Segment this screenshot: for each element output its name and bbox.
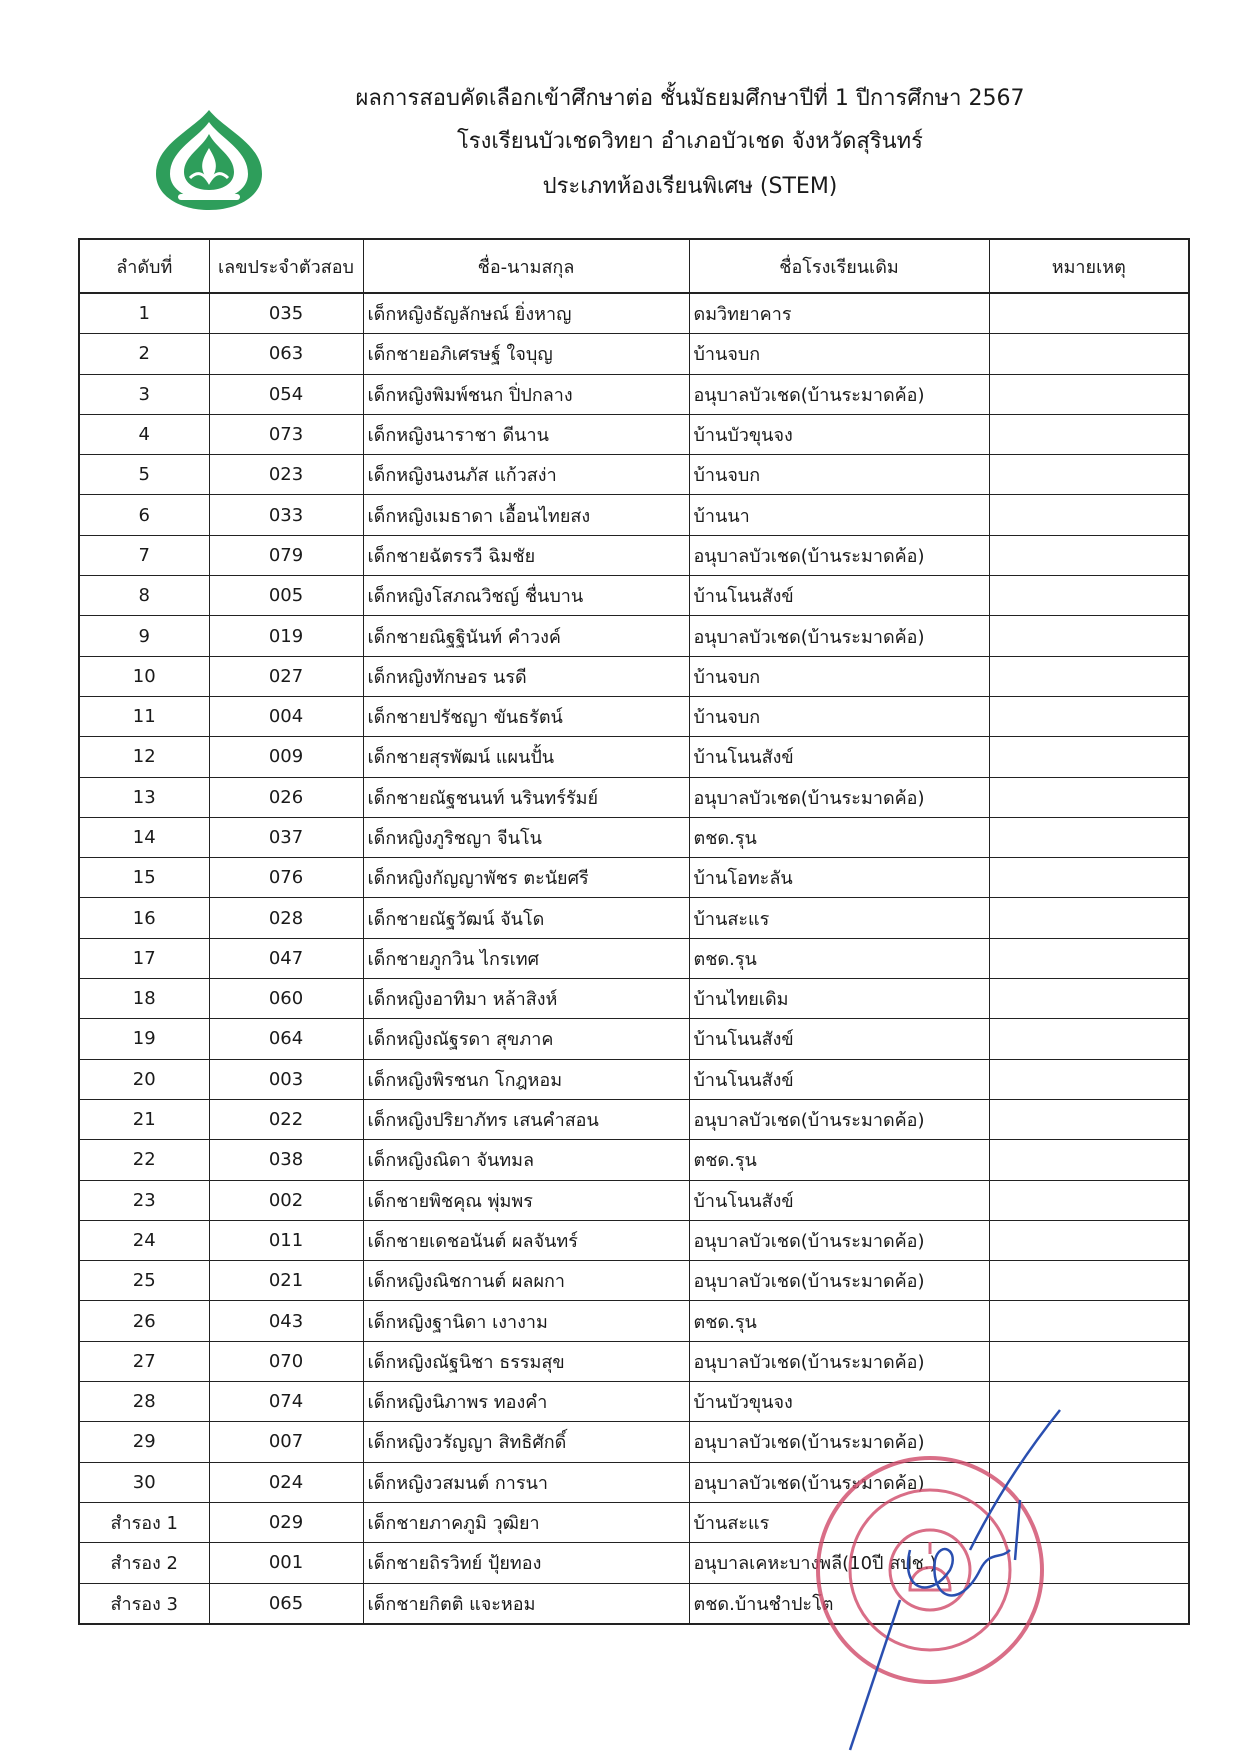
remark-cell xyxy=(989,455,1189,495)
exam-id-cell: 003 xyxy=(209,1059,363,1099)
order-cell: 16 xyxy=(79,898,209,938)
remark-cell xyxy=(989,414,1189,454)
name-cell: เด็กชายฉัตรรวี ฉิมชัย xyxy=(363,535,689,575)
exam-id-cell: 026 xyxy=(209,777,363,817)
table-row xyxy=(79,374,1189,414)
previous-school-cell: อนุบาลบัวเชด(บ้านระมาดค้อ) xyxy=(689,1099,989,1139)
exam-id-cell: 009 xyxy=(209,737,363,777)
order-cell: 8 xyxy=(79,576,209,616)
exam-id-cell: 011 xyxy=(209,1220,363,1260)
column-header-name: ชื่อ-นามสกุล xyxy=(363,239,689,293)
remark-cell xyxy=(989,1059,1189,1099)
remark-cell xyxy=(989,374,1189,414)
exam-id-cell: 023 xyxy=(209,455,363,495)
table-row xyxy=(79,817,1189,857)
previous-school-cell: บ้านจบก xyxy=(689,696,989,736)
table-row xyxy=(79,1422,1189,1462)
exam-id-cell: 027 xyxy=(209,656,363,696)
name-cell: เด็กหญิงกัญญาพัชร ตะนัยศรี xyxy=(363,858,689,898)
order-cell: 3 xyxy=(79,374,209,414)
remark-cell xyxy=(989,1583,1189,1624)
remark-cell xyxy=(989,535,1189,575)
column-header-exam-id: เลขประจำตัวสอบ xyxy=(209,239,363,293)
previous-school-cell: ตชด.รุน xyxy=(689,1140,989,1180)
previous-school-cell: บ้านโนนสังข์ xyxy=(689,1019,989,1059)
order-cell: 9 xyxy=(79,616,209,656)
previous-school-cell: ตชด.รุน xyxy=(689,938,989,978)
order-cell: สำรอง 3 xyxy=(79,1583,209,1624)
previous-school-cell: อนุบาลบัวเชด(บ้านระมาดค้อ) xyxy=(689,1220,989,1260)
table-row xyxy=(79,979,1189,1019)
remark-cell xyxy=(989,777,1189,817)
order-cell: 17 xyxy=(79,938,209,978)
exam-id-cell: 037 xyxy=(209,817,363,857)
order-cell: 12 xyxy=(79,737,209,777)
column-header-order: ลำดับที่ xyxy=(79,239,209,293)
table-row xyxy=(79,535,1189,575)
exam-id-cell: 033 xyxy=(209,495,363,535)
table-row xyxy=(79,1220,1189,1260)
previous-school-cell: อนุบาลเคหะบางพลี(10ปี สปช.) xyxy=(689,1543,989,1583)
name-cell: เด็กหญิงอาทิมา หล้าสิงห์ xyxy=(363,979,689,1019)
name-cell: เด็กหญิงพิมพ์ชนก ปิ่ปกลาง xyxy=(363,374,689,414)
table-row xyxy=(79,1140,1189,1180)
remark-cell xyxy=(989,898,1189,938)
previous-school-cell: อนุบาลบัวเชด(บ้านระมาดค้อ) xyxy=(689,616,989,656)
remark-cell xyxy=(989,576,1189,616)
previous-school-cell: อนุบาลบัวเชด(บ้านระมาดค้อ) xyxy=(689,777,989,817)
order-cell: 30 xyxy=(79,1462,209,1502)
order-cell: 11 xyxy=(79,696,209,736)
program-type: ประเภทห้องเรียนพิเศษ (STEM) xyxy=(542,174,838,199)
name-cell: เด็กชายอภิเศรษฐ์ ใจบุญ xyxy=(363,334,689,374)
name-cell: เด็กหญิงณิชกานต์ ผลผกา xyxy=(363,1261,689,1301)
remark-cell xyxy=(989,1019,1189,1059)
name-cell: เด็กหญิงณัฐรดา สุขภาค xyxy=(363,1019,689,1059)
name-cell: เด็กหญิงณิดา จันทมล xyxy=(363,1140,689,1180)
previous-school-cell: บ้านสะแร xyxy=(689,1502,989,1542)
order-cell: 20 xyxy=(79,1059,209,1099)
school-name: โรงเรียนบัวเชดวิทยา อำเภอบัวเชด จังหวัดสุรินทร์ xyxy=(456,129,924,154)
name-cell: เด็กชายณัฐวัฒน์ จันโด xyxy=(363,898,689,938)
exam-id-cell: 047 xyxy=(209,938,363,978)
previous-school-cell: อนุบาลบัวเชด(บ้านระมาดค้อ) xyxy=(689,1341,989,1381)
previous-school-cell: บ้านจบก xyxy=(689,656,989,696)
name-cell: เด็กหญิงเมธาดา เอื้อนไทยสง xyxy=(363,495,689,535)
exam-id-cell: 060 xyxy=(209,979,363,1019)
exam-id-cell: 070 xyxy=(209,1341,363,1381)
remark-cell xyxy=(989,1261,1189,1301)
table-body xyxy=(79,293,1189,1624)
previous-school-cell: บ้านบัวขุนจง xyxy=(689,1382,989,1422)
remark-cell xyxy=(989,737,1189,777)
order-cell: 18 xyxy=(79,979,209,1019)
table-row xyxy=(79,414,1189,454)
remark-cell xyxy=(989,696,1189,736)
exam-id-cell: 065 xyxy=(209,1583,363,1624)
exam-id-cell: 054 xyxy=(209,374,363,414)
table-row xyxy=(79,656,1189,696)
exam-id-cell: 028 xyxy=(209,898,363,938)
order-cell: 4 xyxy=(79,414,209,454)
name-cell: เด็กชายภาคภูมิ วุฒิยา xyxy=(363,1502,689,1542)
order-cell: 26 xyxy=(79,1301,209,1341)
previous-school-cell: บ้านโนนสังข์ xyxy=(689,576,989,616)
table-row xyxy=(79,1099,1189,1139)
table-row xyxy=(79,1382,1189,1422)
table-row xyxy=(79,1261,1189,1301)
column-header-previous-school: ชื่อโรงเรียนเดิม xyxy=(689,239,989,293)
remark-cell xyxy=(989,938,1189,978)
exam-id-cell: 005 xyxy=(209,576,363,616)
exam-id-cell: 022 xyxy=(209,1099,363,1139)
name-cell: เด็กหญิงนงนภัส แก้วสง่า xyxy=(363,455,689,495)
previous-school-cell: อนุบาลบัวเชด(บ้านระมาดค้อ) xyxy=(689,1261,989,1301)
previous-school-cell: ตชด.รุน xyxy=(689,817,989,857)
table-row xyxy=(79,696,1189,736)
name-cell: เด็กชายเดชอนันต์ ผลจันทร์ xyxy=(363,1220,689,1260)
table-header-row xyxy=(79,239,1189,293)
name-cell: เด็กหญิงปริยาภัทร เสนคำสอน xyxy=(363,1099,689,1139)
remark-cell xyxy=(989,979,1189,1019)
order-cell: 19 xyxy=(79,1019,209,1059)
previous-school-cell: บ้านสะแร xyxy=(689,898,989,938)
exam-id-cell: 004 xyxy=(209,696,363,736)
table-row xyxy=(79,1543,1189,1583)
order-cell: 28 xyxy=(79,1382,209,1422)
exam-id-cell: 079 xyxy=(209,535,363,575)
table-row xyxy=(79,1019,1189,1059)
results-table xyxy=(78,238,1190,1625)
order-cell: 24 xyxy=(79,1220,209,1260)
previous-school-cell: อนุบาลบัวเชด(บ้านระมาดค้อ) xyxy=(689,535,989,575)
remark-cell xyxy=(989,1099,1189,1139)
exam-id-cell: 001 xyxy=(209,1543,363,1583)
order-cell: 14 xyxy=(79,817,209,857)
name-cell: เด็กหญิงฐานิดา เงางาม xyxy=(363,1301,689,1341)
table-row xyxy=(79,495,1189,535)
table-row xyxy=(79,858,1189,898)
order-cell: 15 xyxy=(79,858,209,898)
previous-school-cell: บ้านนา xyxy=(689,495,989,535)
previous-school-cell: บ้านโนนสังข์ xyxy=(689,1059,989,1099)
name-cell: เด็กชายถิรวิทย์ ปุ้ยทอง xyxy=(363,1543,689,1583)
table-row xyxy=(79,1059,1189,1099)
order-cell: 6 xyxy=(79,495,209,535)
table-row xyxy=(79,737,1189,777)
exam-id-cell: 076 xyxy=(209,858,363,898)
table-row xyxy=(79,616,1189,656)
previous-school-cell: บ้านไทยเดิม xyxy=(689,979,989,1019)
remark-cell xyxy=(989,495,1189,535)
order-cell: สำรอง 1 xyxy=(79,1502,209,1542)
remark-cell xyxy=(989,858,1189,898)
exam-id-cell: 073 xyxy=(209,414,363,454)
exam-id-cell: 021 xyxy=(209,1261,363,1301)
remark-cell xyxy=(989,656,1189,696)
order-cell: 22 xyxy=(79,1140,209,1180)
table-row xyxy=(79,938,1189,978)
column-header-remark: หมายเหตุ xyxy=(989,239,1189,293)
name-cell: เด็กชายปรัชญา ขันธรัตน์ xyxy=(363,696,689,736)
remark-cell xyxy=(989,1422,1189,1462)
name-cell: เด็กหญิงณัฐนิชา ธรรมสุข xyxy=(363,1341,689,1381)
exam-id-cell: 063 xyxy=(209,334,363,374)
name-cell: เด็กชายกิตติ แจะหอม xyxy=(363,1583,689,1624)
remark-cell xyxy=(989,1301,1189,1341)
page-header xyxy=(0,0,1240,230)
previous-school-cell: ตชด.รุน xyxy=(689,1301,989,1341)
exam-id-cell: 038 xyxy=(209,1140,363,1180)
order-cell: 23 xyxy=(79,1180,209,1220)
remark-cell xyxy=(989,1341,1189,1381)
table-row xyxy=(79,777,1189,817)
name-cell: เด็กชายณิฐฐินันท์ คำวงค์ xyxy=(363,616,689,656)
previous-school-cell: ดมวิทยาคาร xyxy=(689,293,989,334)
order-cell: 27 xyxy=(79,1341,209,1381)
remark-cell xyxy=(989,334,1189,374)
name-cell: เด็กชายสุรพัฒน์ แผนปั้น xyxy=(363,737,689,777)
table-row xyxy=(79,1341,1189,1381)
previous-school-cell: อนุบาลบัวเชด(บ้านระมาดค้อ) xyxy=(689,1462,989,1502)
order-cell: 7 xyxy=(79,535,209,575)
exam-id-cell: 007 xyxy=(209,1422,363,1462)
remark-cell xyxy=(989,616,1189,656)
name-cell: เด็กหญิงโสภณวิชญ์ ชื่นบาน xyxy=(363,576,689,616)
name-cell: เด็กชายณัฐชนนท์ นรินทร์รัมย์ xyxy=(363,777,689,817)
table-row xyxy=(79,1301,1189,1341)
remark-cell xyxy=(989,1382,1189,1422)
remark-cell xyxy=(989,293,1189,334)
order-cell: 13 xyxy=(79,777,209,817)
exam-id-cell: 024 xyxy=(209,1462,363,1502)
order-cell: 29 xyxy=(79,1422,209,1462)
previous-school-cell: อนุบาลบัวเชด(บ้านระมาดค้อ) xyxy=(689,374,989,414)
name-cell: เด็กชายพิชคุณ พุ่มพร xyxy=(363,1180,689,1220)
name-cell: เด็กหญิงวสมนต์ การนา xyxy=(363,1462,689,1502)
remark-cell xyxy=(989,1180,1189,1220)
name-cell: เด็กหญิงพิรชนก โกฎหอม xyxy=(363,1059,689,1099)
previous-school-cell: บ้านโนนสังข์ xyxy=(689,737,989,777)
table-row xyxy=(79,1462,1189,1502)
order-cell: 1 xyxy=(79,293,209,334)
order-cell: สำรอง 2 xyxy=(79,1543,209,1583)
table-row xyxy=(79,898,1189,938)
remark-cell xyxy=(989,1462,1189,1502)
order-cell: 21 xyxy=(79,1099,209,1139)
remark-cell xyxy=(989,1543,1189,1583)
name-cell: เด็กหญิงทักษอร นรดี xyxy=(363,656,689,696)
order-cell: 25 xyxy=(79,1261,209,1301)
order-cell: 2 xyxy=(79,334,209,374)
previous-school-cell: บ้านโอทะลัน xyxy=(689,858,989,898)
order-cell: 10 xyxy=(79,656,209,696)
document-title: ผลการสอบคัดเลือกเข้าศึกษาต่อ ชั้นมัธยมศึกษาปีที่ 1 ปีการศึกษา 2567 xyxy=(355,86,1025,111)
exam-id-cell: 019 xyxy=(209,616,363,656)
previous-school-cell: อนุบาลบัวเชด(บ้านระมาดค้อ) xyxy=(689,1422,989,1462)
order-cell: 5 xyxy=(79,455,209,495)
table-row xyxy=(79,455,1189,495)
name-cell: เด็กหญิงธัญลักษณ์ ยิ่งหาญ xyxy=(363,293,689,334)
exam-id-cell: 035 xyxy=(209,293,363,334)
previous-school-cell: บ้านโนนสังข์ xyxy=(689,1180,989,1220)
exam-id-cell: 029 xyxy=(209,1502,363,1542)
previous-school-cell: บ้านจบก xyxy=(689,455,989,495)
remark-cell xyxy=(989,1220,1189,1260)
name-cell: เด็กชายภูกวิน ไกรเทศ xyxy=(363,938,689,978)
remark-cell xyxy=(989,817,1189,857)
name-cell: เด็กหญิงนาราชา ดีนาน xyxy=(363,414,689,454)
table-row xyxy=(79,1180,1189,1220)
name-cell: เด็กหญิงวรัญญา สิทธิศักดิ์ xyxy=(363,1422,689,1462)
name-cell: เด็กหญิงนิภาพร ทองคำ xyxy=(363,1382,689,1422)
previous-school-cell: ตชด.บ้านชำปะโต xyxy=(689,1583,989,1624)
table-row xyxy=(79,334,1189,374)
exam-id-cell: 074 xyxy=(209,1382,363,1422)
table-row xyxy=(79,1502,1189,1542)
previous-school-cell: บ้านบัวขุนจง xyxy=(689,414,989,454)
exam-id-cell: 064 xyxy=(209,1019,363,1059)
exam-id-cell: 043 xyxy=(209,1301,363,1341)
name-cell: เด็กหญิงภูริชญา จีนโน xyxy=(363,817,689,857)
remark-cell xyxy=(989,1140,1189,1180)
previous-school-cell: บ้านจบก xyxy=(689,334,989,374)
table-row xyxy=(79,1583,1189,1624)
table-row xyxy=(79,576,1189,616)
exam-id-cell: 002 xyxy=(209,1180,363,1220)
remark-cell xyxy=(989,1502,1189,1542)
table-row xyxy=(79,293,1189,334)
